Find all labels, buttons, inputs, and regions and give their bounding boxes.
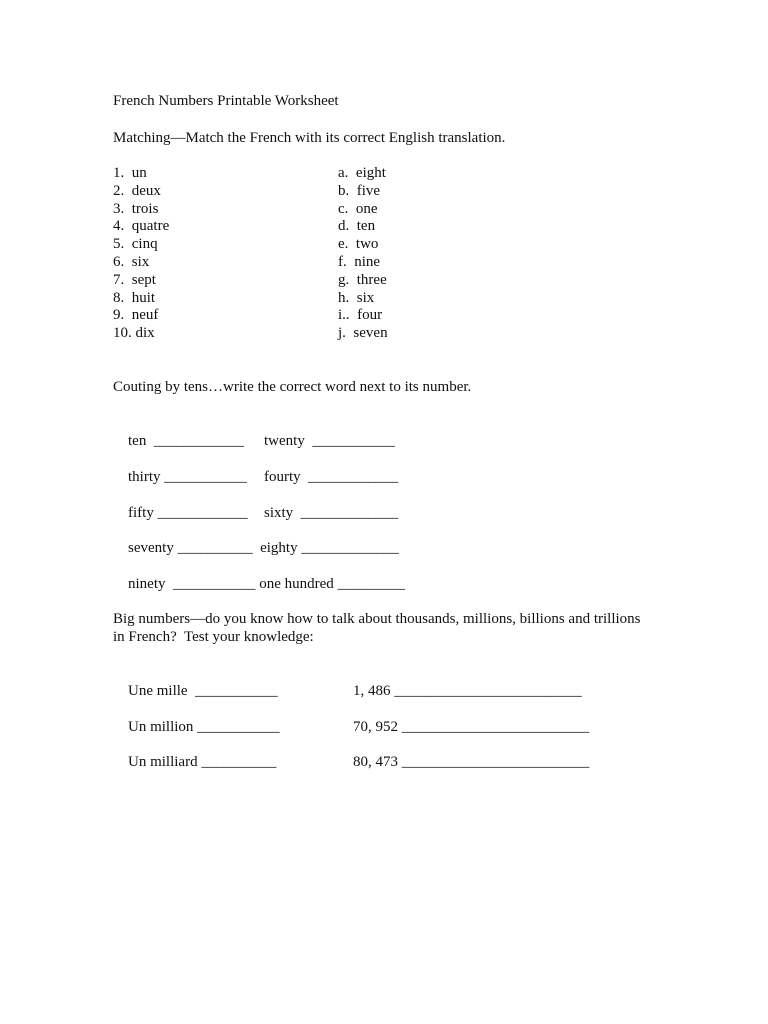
big-right-prompt: 70, 952 _________________________: [353, 719, 590, 735]
tens-combined-prompt: ninety ___________ one hundred _________: [128, 576, 406, 592]
french-item: 9. neuf: [113, 307, 159, 324]
french-item: 4. quatre: [113, 218, 170, 235]
english-item: h. six: [338, 289, 375, 306]
english-item: b. five: [338, 182, 381, 199]
big-left-prompt: Un milliard __________: [128, 754, 277, 770]
counting-tens-instructions: Couting by tens…write the correct word next to its number.: [113, 379, 472, 395]
tens-left-prompt: fifty ____________: [128, 505, 248, 521]
big-numbers-instructions-continued: in French? Test your knowledge:: [113, 629, 314, 645]
english-item: d. ten: [338, 218, 376, 235]
english-item: g. three: [338, 271, 387, 288]
english-item: f. nine: [338, 253, 381, 270]
french-item: 3. trois: [113, 200, 159, 217]
big-left-prompt: Une mille ___________: [128, 683, 278, 699]
big-right-prompt: 80, 473 _________________________: [353, 754, 590, 770]
tens-left-prompt: ten ____________: [128, 433, 244, 449]
tens-combined-prompt: seventy __________ eighty _____________: [128, 540, 399, 556]
tens-right-prompt: twenty ___________: [264, 433, 395, 449]
french-item: 8. huit: [113, 289, 156, 306]
french-item: 2. deux: [113, 182, 161, 199]
french-item: 1. un: [113, 165, 147, 181]
big-left-prompt: Un million ___________: [128, 719, 280, 735]
matching-instructions: Matching—Match the French with its correct English translation.: [113, 130, 506, 146]
big-numbers-instructions: Big numbers—do you know how to talk about thousands, millions, billions and trillions: [113, 611, 641, 627]
french-item: 10. dix: [113, 325, 155, 342]
tens-right-prompt: fourty ____________: [264, 469, 399, 485]
english-item: c. one: [338, 200, 378, 217]
french-word-list: [113, 164, 169, 342]
big-number-row: [113, 735, 589, 789]
tens-right-prompt: sixty _____________: [264, 505, 399, 521]
tens-left-prompt: thirty ___________: [128, 469, 247, 485]
french-item: 5. cinq: [113, 236, 158, 253]
english-item: i.. four: [338, 307, 383, 324]
english-item: a. eight: [338, 165, 386, 181]
english-item: j. seven: [338, 325, 388, 342]
french-item: 7. sept: [113, 271, 156, 288]
english-item: e. two: [338, 236, 379, 253]
worksheet-title: French Numbers Printable Worksheet: [113, 93, 339, 109]
tens-row: [113, 557, 405, 611]
french-item: 6. six: [113, 253, 150, 270]
big-right-prompt: 1, 486 _________________________: [353, 683, 582, 699]
english-word-list: [338, 164, 388, 342]
